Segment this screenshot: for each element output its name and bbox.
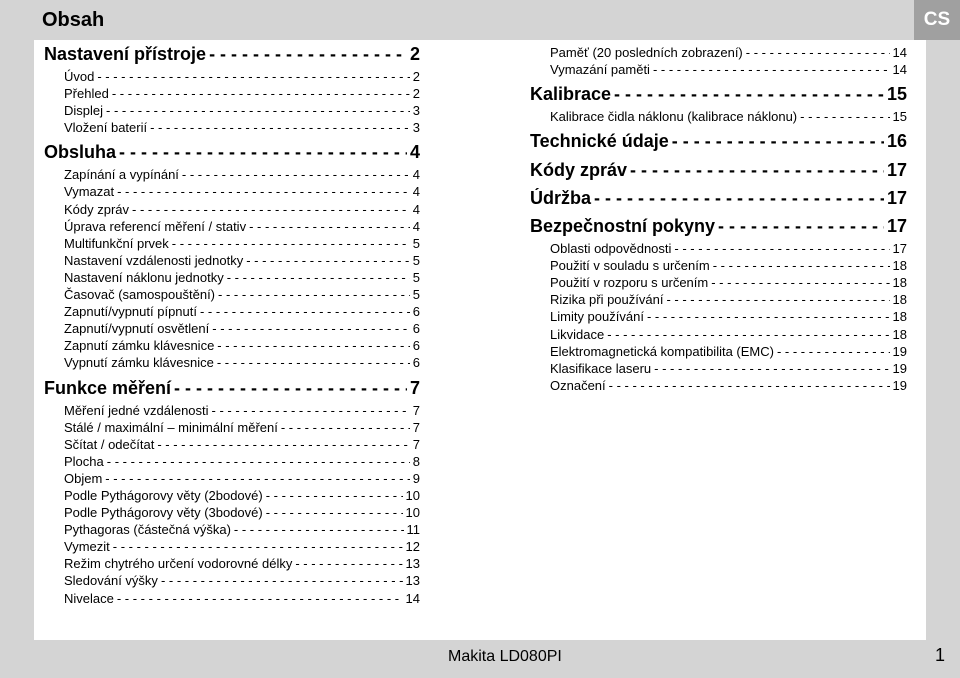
toc-section-heading: [530, 84, 907, 108]
page-number: 1: [935, 645, 946, 665]
dot-leader: [217, 337, 409, 354]
dot-leader: [609, 377, 890, 394]
toc-page-number: 4: [412, 184, 420, 200]
toc-page-number: 18: [892, 326, 907, 342]
toc-page-number: 6: [412, 304, 420, 320]
dot-leader: [107, 453, 410, 470]
dot-leader: [594, 188, 884, 209]
dot-leader: [281, 419, 410, 436]
toc-page-number: 13: [405, 556, 420, 572]
toc-page-number: 18: [892, 292, 907, 308]
toc-page-number: 18: [892, 257, 907, 273]
toc-entry: [44, 538, 420, 555]
toc-entry: [44, 470, 420, 487]
toc-entry-title: Stálé / maximální – minimální měření: [64, 419, 278, 435]
right-margin-bar: [926, 40, 960, 640]
toc-entry-title: Pythagoras (částečná výška): [64, 522, 231, 538]
toc-entry: [44, 102, 420, 119]
toc-page-number: 5: [412, 252, 420, 268]
toc-section-heading: [530, 216, 907, 240]
footer-model-name: Makita LD080PI: [448, 648, 562, 665]
toc-entry-title: Režim chytrého určení vodorovné délky: [64, 556, 293, 572]
page-title: Obsah: [42, 9, 105, 31]
toc-page-number: 14: [405, 590, 420, 606]
toc-entry-title: Kalibrace: [530, 84, 612, 105]
toc-page-number: 14: [892, 62, 907, 78]
toc-entry: [44, 85, 420, 102]
toc-page-number: 19: [892, 378, 907, 394]
dot-leader: [647, 308, 890, 325]
toc-entry-title: Označení: [550, 378, 606, 394]
toc-entry: [44, 453, 420, 470]
dot-leader: [607, 326, 889, 343]
toc-page-number: 17: [886, 159, 907, 180]
toc-entry-title: Zapínání a vypínání: [64, 167, 179, 183]
toc-entry: [44, 354, 420, 371]
toc-entry: [530, 44, 907, 61]
toc-entry: [44, 235, 420, 252]
toc-entry-title: Displej: [64, 103, 104, 119]
toc-page-number: 15: [892, 109, 907, 125]
toc-entry-title: Sčítat / odečítat: [64, 436, 155, 452]
toc-entry: [44, 269, 420, 286]
toc-entry: [530, 377, 907, 394]
toc-entry-title: Zapnutí/vypnutí pípnutí: [64, 304, 197, 320]
toc-page-number: 8: [412, 453, 420, 469]
dot-leader: [212, 402, 410, 419]
dot-leader: [97, 68, 409, 85]
toc-entry: [530, 240, 907, 257]
toc-page-number: 5: [412, 287, 420, 303]
toc-page-number: 2: [412, 69, 420, 84]
toc-right-column: [530, 44, 907, 394]
toc-page-number: 10: [405, 505, 420, 521]
toc-page-number: 13: [405, 573, 420, 589]
dot-leader: [112, 85, 410, 102]
toc-entry-title: Zapnutí zámku klávesnice: [64, 338, 215, 354]
toc-entry-title: Vypnutí zámku klávesnice: [64, 355, 214, 371]
dot-leader: [249, 218, 410, 235]
dot-leader: [614, 84, 884, 105]
toc-entry-title: Přehled: [64, 86, 109, 102]
dot-leader: [777, 343, 890, 360]
toc-entry-title: Nastavení náklonu jednotky: [64, 269, 224, 285]
toc-entry: [44, 166, 420, 183]
toc-page-number: 3: [412, 120, 420, 136]
toc-entry-title: Multifunkční prvek: [64, 235, 169, 251]
toc-entry: [44, 252, 420, 269]
dot-leader: [132, 201, 410, 218]
toc-entry-title: Kódy zpráv: [530, 159, 628, 180]
dot-leader: [200, 303, 410, 320]
toc-entry-title: Měření jedné vzdálenosti: [64, 402, 209, 418]
toc-entry-title: Časovač (samospouštění): [64, 287, 216, 303]
dot-leader: [227, 269, 410, 286]
toc-entry-title: Podle Pythágorovy věty (2bodové): [64, 487, 263, 503]
toc-page-number: 4: [412, 218, 420, 234]
dot-leader: [150, 119, 410, 136]
toc-entry-title: Úprava referencí měření / stativ: [64, 218, 247, 234]
dot-leader: [746, 44, 890, 61]
toc-page-number: 4: [412, 167, 420, 183]
dot-leader: [105, 470, 409, 487]
dot-leader: [295, 555, 402, 572]
dot-leader: [161, 572, 403, 589]
toc-page-number: 6: [412, 338, 420, 354]
header-bar: [0, 0, 960, 40]
toc-entry-title: Nivelace: [64, 590, 114, 606]
toc-entry: [44, 119, 420, 136]
language-tab: CS: [914, 0, 960, 40]
toc-entry: [44, 555, 420, 572]
toc-entry: [44, 487, 420, 504]
dot-leader: [666, 291, 889, 308]
toc-entry: [44, 303, 420, 320]
dot-leader: [630, 160, 884, 181]
toc-page-number: 5: [412, 235, 420, 251]
toc-entry-title: Plocha: [64, 453, 104, 469]
toc-entry: [530, 274, 907, 291]
toc-entry: [44, 286, 420, 303]
toc-entry-title: Rizika při používání: [550, 292, 664, 308]
toc-page-number: 15: [886, 84, 907, 105]
toc-entry: [44, 183, 420, 200]
dot-leader: [653, 61, 890, 78]
toc-page-number: 11: [406, 522, 420, 538]
toc-page-number: 7: [412, 436, 420, 452]
toc-entry-title: Údržba: [530, 187, 592, 208]
dot-leader: [713, 257, 890, 274]
toc-section-heading: [530, 131, 907, 155]
toc-entry-title: Kalibrace čidla náklonu (kalibrace náklonu): [550, 109, 798, 125]
toc-entry: [530, 343, 907, 360]
toc-entry-title: Paměť (20 posledních zobrazení): [550, 45, 743, 60]
toc-entry-title: Nastavení vzdálenosti jednotky: [64, 252, 244, 268]
toc-entry-title: Likvidace: [550, 326, 605, 342]
toc-entry-title: Limity používání: [550, 309, 644, 325]
dot-leader: [266, 504, 403, 521]
toc-section-heading: [44, 142, 420, 166]
toc-page-number: 19: [892, 360, 907, 376]
toc-entry-title: Vymazat: [64, 184, 115, 200]
dot-leader: [234, 521, 404, 538]
toc-entry: [530, 308, 907, 325]
dot-leader: [246, 252, 410, 269]
toc-page-number: 16: [886, 130, 907, 151]
toc-entry: [44, 201, 420, 218]
dot-leader: [672, 131, 884, 152]
toc-page-number: 4: [412, 201, 420, 217]
dot-leader: [119, 142, 407, 163]
toc-entry: [44, 68, 420, 85]
toc-entry: [44, 436, 420, 453]
toc-page-number: 2: [409, 44, 420, 64]
toc-entry: [44, 572, 420, 589]
toc-page-number: 17: [886, 187, 907, 208]
dot-leader: [113, 538, 403, 555]
toc-entry: [530, 257, 907, 274]
toc-section-heading: [44, 378, 420, 402]
toc-page-number: 4: [409, 142, 420, 163]
dot-leader: [117, 590, 403, 607]
dot-leader: [654, 360, 889, 377]
toc-entry: [44, 590, 420, 607]
toc-entry: [530, 108, 907, 125]
toc-page-number: 6: [412, 321, 420, 337]
toc-page-number: 7: [412, 419, 420, 435]
dot-leader: [212, 320, 410, 337]
toc-page-number: 7: [412, 402, 420, 418]
toc-entry-title: Zapnutí/vypnutí osvětlení: [64, 321, 210, 337]
dot-leader: [266, 487, 403, 504]
toc-entry: [44, 320, 420, 337]
toc-entry-title: Obsluha: [44, 142, 117, 163]
toc-entry-title: Sledování výšky: [64, 573, 158, 589]
toc-entry: [44, 504, 420, 521]
dot-leader: [157, 436, 409, 453]
toc-page-number: 12: [405, 539, 420, 555]
toc-left-column: [44, 44, 420, 607]
toc-page-number: 2: [412, 86, 420, 102]
toc-page-number: 14: [892, 45, 907, 60]
toc-entry-title: Vymezit: [64, 539, 110, 555]
toc-page-number: 6: [412, 355, 420, 371]
toc-section-heading: [530, 188, 907, 212]
toc-page-number: 17: [886, 215, 907, 236]
toc-entry-title: Kódy zpráv: [64, 201, 130, 217]
dot-leader: [209, 44, 407, 65]
toc-section-heading: [44, 44, 420, 68]
toc-entry: [44, 521, 420, 538]
toc-entry: [530, 61, 907, 78]
toc-entry-title: Technické údaje: [530, 130, 669, 151]
toc-entry-title: Použití v rozporu s určením: [550, 274, 709, 290]
toc-entry-title: Podle Pythágorovy věty (3bodové): [64, 505, 263, 521]
toc-entry: [44, 419, 420, 436]
toc-entry: [530, 360, 907, 377]
dot-leader: [218, 286, 410, 303]
dot-leader: [182, 166, 410, 183]
toc-entry-title: Bezpečnostní pokyny: [530, 215, 716, 236]
dot-leader: [217, 354, 410, 371]
toc-entry: [44, 337, 420, 354]
dot-leader: [800, 108, 889, 125]
toc-page-number: 18: [892, 274, 907, 290]
toc-page-number: 10: [405, 487, 420, 503]
toc-entry-title: Použití v souladu s určením: [550, 257, 710, 273]
toc-entry-title: Úvod: [64, 69, 95, 84]
toc-entry: [530, 291, 907, 308]
dot-leader: [711, 274, 889, 291]
toc-entry-title: Vložení baterií: [64, 120, 148, 136]
toc-section-heading: [530, 160, 907, 184]
toc-entry-title: Nastavení přístroje: [44, 44, 207, 64]
toc-page-number: 18: [892, 309, 907, 325]
toc-entry: [44, 402, 420, 419]
toc-entry: [530, 326, 907, 343]
toc-page-number: 19: [892, 343, 907, 359]
dot-leader: [174, 378, 407, 399]
dot-leader: [117, 183, 410, 200]
dot-leader: [172, 235, 410, 252]
dot-leader: [718, 216, 884, 237]
toc-page-number: 5: [412, 269, 420, 285]
toc-entry-title: Elektromagnetická kompatibilita (EMC): [550, 343, 774, 359]
toc-page-number: 9: [412, 470, 420, 486]
toc-entry-title: Klasifikace laseru: [550, 360, 652, 376]
toc-page-number: 17: [892, 240, 907, 256]
toc-entry-title: Oblasti odpovědnosti: [550, 240, 672, 256]
left-margin-bar: [0, 40, 34, 640]
dot-leader: [674, 240, 889, 257]
toc-page-number: 7: [409, 377, 420, 398]
toc-entry: [44, 218, 420, 235]
dot-leader: [106, 102, 410, 119]
toc-entry-title: Objem: [64, 470, 103, 486]
toc-entry-title: Vymazání paměti: [550, 62, 650, 78]
toc-page-number: 3: [412, 103, 420, 119]
toc-entry-title: Funkce měření: [44, 377, 172, 398]
